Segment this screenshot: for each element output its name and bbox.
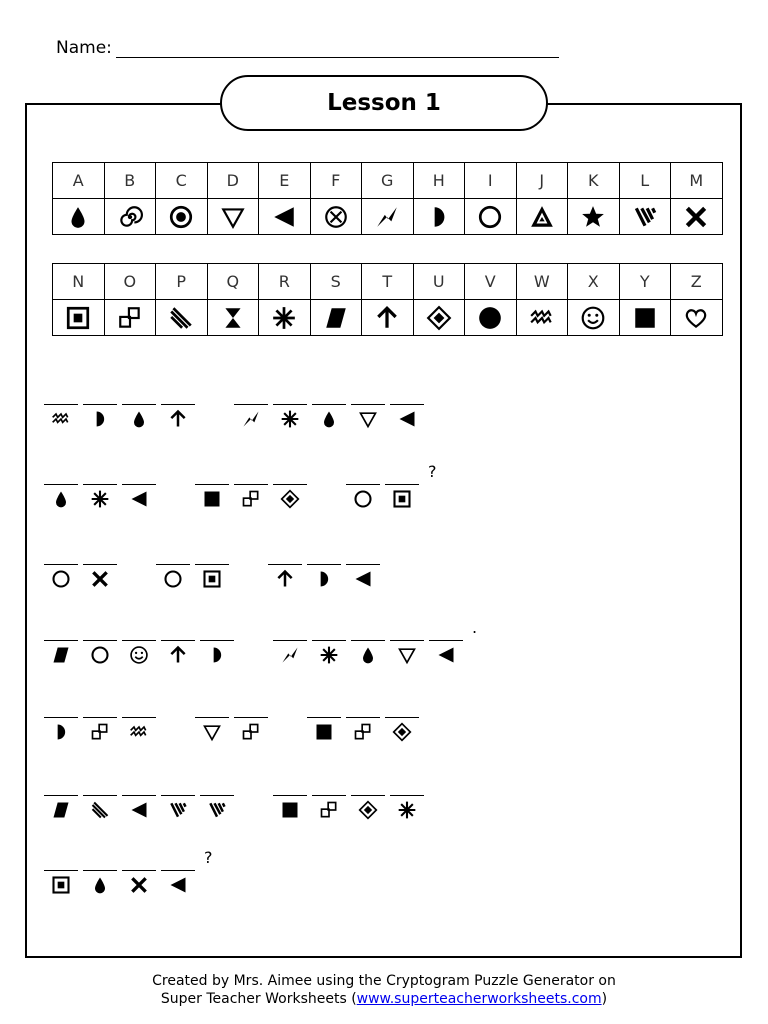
triangle-left-icon: [129, 800, 149, 820]
footer-line-1: Created by Mrs. Aimee using the Cryptogram Puzzle Generator on: [152, 973, 616, 989]
answer-line[interactable]: [122, 404, 156, 405]
stacked-squares-icon: [117, 305, 143, 331]
punctuation: ?: [204, 848, 213, 867]
answer-line[interactable]: [44, 484, 78, 485]
answer-line[interactable]: [385, 484, 419, 485]
letter-blank[interactable]: [234, 484, 268, 509]
letter-blank[interactable]: [351, 404, 385, 429]
spiral-icon: [117, 204, 143, 230]
key-letter: P: [156, 264, 208, 300]
key-symbol: [362, 300, 414, 336]
circle-x-icon: [323, 204, 349, 230]
answer-line[interactable]: [307, 717, 341, 718]
key-letter: L: [619, 163, 671, 199]
letter-blank[interactable]: [390, 640, 424, 665]
letter-blank[interactable]: [83, 564, 117, 589]
answer-line[interactable]: [268, 564, 302, 565]
letter-blank[interactable]: [83, 484, 117, 509]
triangle-left-icon: [397, 409, 417, 429]
letter-blank[interactable]: [156, 564, 190, 589]
cipher-key-row-1: [52, 162, 723, 235]
key-letter: I: [465, 163, 517, 199]
key-letter: R: [259, 264, 311, 300]
slashes-icon: [632, 204, 658, 230]
puzzle-word: [273, 795, 429, 820]
answer-line[interactable]: [273, 640, 307, 641]
answer-line[interactable]: [83, 564, 117, 565]
answer-line[interactable]: [312, 404, 346, 405]
letter-blank[interactable]: [390, 795, 424, 820]
key-symbol: [53, 300, 105, 336]
slashes-icon: [207, 800, 227, 820]
square-in-square-icon: [392, 489, 412, 509]
arrow-up-icon: [275, 569, 295, 589]
answer-line[interactable]: [44, 564, 78, 565]
key-letter: K: [568, 163, 620, 199]
answer-line[interactable]: [195, 717, 229, 718]
circle-outline-icon: [477, 204, 503, 230]
letter-blank[interactable]: [83, 717, 117, 742]
answer-line[interactable]: [161, 795, 195, 796]
diamond-in-diamond-icon: [426, 305, 452, 331]
letter-blank[interactable]: [83, 404, 117, 429]
letter-blank[interactable]: [273, 404, 307, 429]
lightning-icon: [374, 204, 400, 230]
key-symbol: [465, 300, 517, 336]
key-symbol: [104, 300, 156, 336]
slashes-icon: [168, 800, 188, 820]
answer-line[interactable]: [122, 795, 156, 796]
answer-line[interactable]: [122, 717, 156, 718]
answer-line[interactable]: [83, 717, 117, 718]
key-letter: Q: [207, 264, 259, 300]
waves-icon: [529, 305, 555, 331]
diamond-in-diamond-icon: [358, 800, 378, 820]
answer-line[interactable]: [234, 484, 268, 485]
drop-icon: [319, 409, 339, 429]
key-letter: U: [413, 264, 465, 300]
square-filled-icon: [632, 305, 658, 331]
drop-icon: [51, 489, 71, 509]
puzzle-word: [307, 717, 424, 742]
parallelogram-icon: [323, 305, 349, 331]
answer-line[interactable]: [83, 404, 117, 405]
key-symbol: [413, 199, 465, 235]
letter-blank[interactable]: [122, 795, 156, 820]
key-letter: D: [207, 163, 259, 199]
key-symbol: [156, 300, 208, 336]
puzzle-word: [44, 404, 200, 429]
answer-line[interactable]: [83, 795, 117, 796]
drop-icon: [90, 875, 110, 895]
answer-line[interactable]: [346, 564, 380, 565]
answer-line[interactable]: [195, 564, 229, 565]
letter-blank[interactable]: [83, 795, 117, 820]
letter-blank[interactable]: [44, 404, 78, 429]
letter-blank[interactable]: [307, 717, 341, 742]
lightning-icon: [241, 409, 261, 429]
asterisk-icon: [280, 409, 300, 429]
puzzle-word: [195, 717, 273, 742]
puzzle-word: [346, 484, 424, 509]
key-letters-row: [53, 163, 723, 199]
puzzle-word: [44, 870, 200, 895]
key-letter: M: [671, 163, 723, 199]
puzzle-line: [44, 404, 463, 429]
key-symbol: [671, 300, 723, 336]
circle-outline-icon: [163, 569, 183, 589]
letter-blank[interactable]: [346, 717, 380, 742]
answer-line[interactable]: [200, 640, 234, 641]
key-symbol: [104, 199, 156, 235]
x-mark-icon: [90, 569, 110, 589]
letter-blank[interactable]: [351, 795, 385, 820]
triangle-left-icon: [168, 875, 188, 895]
triangle-left-icon: [271, 204, 297, 230]
answer-line[interactable]: [273, 404, 307, 405]
key-symbol: [53, 199, 105, 235]
puzzle-word: [44, 640, 239, 665]
diagonal-lines-icon: [168, 305, 194, 331]
key-symbol: [156, 199, 208, 235]
footer-suffix: ): [601, 991, 608, 1007]
puzzle-word: [44, 564, 122, 589]
letter-blank[interactable]: [161, 404, 195, 429]
half-circle-icon: [314, 569, 334, 589]
key-letter: H: [413, 163, 465, 199]
puzzle-word: [195, 484, 312, 509]
letter-blank[interactable]: [312, 640, 346, 665]
key-symbol: [207, 199, 259, 235]
answer-line[interactable]: [429, 640, 463, 641]
half-circle-icon: [207, 645, 227, 665]
puzzle-word: [44, 484, 161, 509]
puzzle-word: [268, 564, 385, 589]
letter-blank[interactable]: [273, 795, 307, 820]
puzzle-line: [44, 462, 437, 509]
letter-blank[interactable]: [44, 717, 78, 742]
smiley-icon: [580, 305, 606, 331]
circle-outline-icon: [90, 645, 110, 665]
letter-blank[interactable]: [161, 870, 195, 895]
footer-line-2: [0, 990, 768, 1008]
letter-blank[interactable]: [234, 717, 268, 742]
arrow-up-icon: [168, 645, 188, 665]
circle-outline-icon: [353, 489, 373, 509]
puzzle-word: [44, 717, 161, 742]
answer-line[interactable]: [351, 795, 385, 796]
letter-blank[interactable]: [385, 484, 419, 509]
key-symbol: [259, 300, 311, 336]
x-mark-icon: [129, 875, 149, 895]
letter-blank[interactable]: [161, 795, 195, 820]
asterisk-icon: [90, 489, 110, 509]
key-symbol: [362, 199, 414, 235]
key-letter: T: [362, 264, 414, 300]
key-letter: C: [156, 163, 208, 199]
puzzle-word: [44, 795, 239, 820]
answer-line[interactable]: [200, 795, 234, 796]
letter-blank[interactable]: [200, 795, 234, 820]
answer-line[interactable]: [122, 640, 156, 641]
key-letter: S: [310, 264, 362, 300]
waves-icon: [129, 722, 149, 742]
circle-outline-icon: [51, 569, 71, 589]
key-symbol: [413, 300, 465, 336]
square-in-square-icon: [65, 305, 91, 331]
letter-blank[interactable]: [83, 870, 117, 895]
answer-line[interactable]: [122, 484, 156, 485]
triangle-down-icon: [397, 645, 417, 665]
letter-blank[interactable]: [385, 717, 419, 742]
stacked-squares-icon: [241, 722, 261, 742]
circle-filled-icon: [477, 305, 503, 331]
puzzle-line: [44, 848, 213, 895]
arrow-up-icon: [374, 305, 400, 331]
name-blank-line[interactable]: [116, 42, 559, 58]
key-letter: N: [53, 264, 105, 300]
answer-line[interactable]: [44, 640, 78, 641]
letter-blank[interactable]: [122, 484, 156, 509]
answer-line[interactable]: [161, 640, 195, 641]
key-letter: E: [259, 163, 311, 199]
answer-line[interactable]: [44, 717, 78, 718]
letter-blank[interactable]: [307, 564, 341, 589]
heart-icon: [683, 305, 709, 331]
answer-line[interactable]: [234, 717, 268, 718]
letter-blank[interactable]: [122, 404, 156, 429]
square-filled-icon: [280, 800, 300, 820]
letter-blank[interactable]: [312, 404, 346, 429]
key-symbol: [671, 199, 723, 235]
letter-blank[interactable]: [122, 640, 156, 665]
punctuation: .: [472, 618, 478, 637]
answer-line[interactable]: [234, 404, 268, 405]
footer: [0, 972, 768, 1008]
key-letter: F: [310, 163, 362, 199]
key-letter: Z: [671, 264, 723, 300]
answer-line[interactable]: [83, 484, 117, 485]
key-letter: A: [53, 163, 105, 199]
square-filled-icon: [314, 722, 334, 742]
drop-icon: [129, 409, 149, 429]
puzzle-line: [44, 618, 478, 665]
drop-icon: [65, 204, 91, 230]
answer-line[interactable]: [161, 404, 195, 405]
answer-line[interactable]: [156, 564, 190, 565]
answer-line[interactable]: [312, 795, 346, 796]
letter-blank[interactable]: [273, 640, 307, 665]
half-circle-icon: [51, 722, 71, 742]
answer-line[interactable]: [385, 717, 419, 718]
letter-blank[interactable]: [312, 795, 346, 820]
drop-icon: [358, 645, 378, 665]
puzzle-line: [44, 564, 419, 589]
key-symbol: [259, 199, 311, 235]
key-symbol: [207, 300, 259, 336]
key-letter: O: [104, 264, 156, 300]
triangle-left-icon: [353, 569, 373, 589]
letter-blank[interactable]: [44, 640, 78, 665]
puzzle-word: [273, 640, 468, 665]
diagonal-lines-icon: [90, 800, 110, 820]
answer-line[interactable]: [273, 484, 307, 485]
key-symbol: [516, 199, 568, 235]
page-title: Lesson 1: [220, 75, 548, 131]
punctuation: ?: [428, 462, 437, 481]
answer-line[interactable]: [44, 795, 78, 796]
answer-line[interactable]: [390, 795, 424, 796]
answer-line[interactable]: [83, 640, 117, 641]
answer-line[interactable]: [161, 870, 195, 871]
letter-blank[interactable]: [351, 640, 385, 665]
answer-line[interactable]: [390, 640, 424, 641]
x-mark-icon: [683, 204, 709, 230]
stacked-squares-icon: [90, 722, 110, 742]
puzzle-word: [156, 564, 234, 589]
answer-line[interactable]: [44, 870, 78, 871]
key-letter: G: [362, 163, 414, 199]
hourglass-icon: [220, 305, 246, 331]
letter-blank[interactable]: [122, 717, 156, 742]
key-symbols-row: [53, 300, 723, 336]
key-letter: V: [465, 264, 517, 300]
letter-blank[interactable]: [44, 564, 78, 589]
answer-line[interactable]: [346, 717, 380, 718]
answer-line[interactable]: [307, 564, 341, 565]
square-in-square-icon: [51, 875, 71, 895]
letter-blank[interactable]: [234, 404, 268, 429]
triangle-down-icon: [358, 409, 378, 429]
stacked-squares-icon: [319, 800, 339, 820]
key-symbol: [619, 300, 671, 336]
triangle-down-icon: [202, 722, 222, 742]
letter-blank[interactable]: [83, 640, 117, 665]
half-circle-icon: [426, 204, 452, 230]
key-letter: J: [516, 163, 568, 199]
square-filled-icon: [202, 489, 222, 509]
letter-blank[interactable]: [200, 640, 234, 665]
smiley-icon: [129, 645, 149, 665]
letter-blank[interactable]: [346, 484, 380, 509]
triangle-left-icon: [129, 489, 149, 509]
letter-blank[interactable]: [44, 870, 78, 895]
answer-line[interactable]: [351, 404, 385, 405]
letter-blank[interactable]: [44, 795, 78, 820]
arrow-up-icon: [168, 409, 188, 429]
cipher-key-row-2: [52, 263, 723, 336]
key-symbol: [310, 300, 362, 336]
asterisk-icon: [319, 645, 339, 665]
stacked-squares-icon: [241, 489, 261, 509]
answer-line[interactable]: [351, 640, 385, 641]
bullseye-icon: [168, 204, 194, 230]
key-letter: B: [104, 163, 156, 199]
letter-blank[interactable]: [390, 404, 424, 429]
key-symbol: [568, 199, 620, 235]
diamond-in-diamond-icon: [392, 722, 412, 742]
letter-blank[interactable]: [429, 640, 463, 665]
key-symbols-row: [53, 199, 723, 235]
letter-blank[interactable]: [268, 564, 302, 589]
answer-line[interactable]: [195, 484, 229, 485]
half-circle-icon: [90, 409, 110, 429]
asterisk-icon: [397, 800, 417, 820]
answer-line[interactable]: [346, 484, 380, 485]
key-symbol: [465, 199, 517, 235]
letter-blank[interactable]: [195, 717, 229, 742]
star-icon: [580, 204, 606, 230]
key-letters-row: [53, 264, 723, 300]
name-field[interactable]: [56, 38, 559, 58]
answer-line[interactable]: [83, 870, 117, 871]
answer-line[interactable]: [44, 404, 78, 405]
asterisk-icon: [271, 305, 297, 331]
key-symbol: [310, 199, 362, 235]
letter-blank[interactable]: [195, 564, 229, 589]
answer-line[interactable]: [273, 795, 307, 796]
lightning-icon: [280, 645, 300, 665]
waves-icon: [51, 409, 71, 429]
footer-link[interactable]: www.superteacherworksheets.com: [356, 991, 602, 1007]
key-symbol: [516, 300, 568, 336]
answer-line[interactable]: [390, 404, 424, 405]
stacked-squares-icon: [353, 722, 373, 742]
puzzle-line: [44, 795, 463, 820]
puzzle-line: [44, 717, 458, 742]
letter-blank[interactable]: [346, 564, 380, 589]
answer-line[interactable]: [312, 640, 346, 641]
triangle-in-triangle-icon: [529, 204, 555, 230]
footer-prefix: Super Teacher Worksheets (: [160, 991, 357, 1007]
letter-blank[interactable]: [44, 484, 78, 509]
parallelogram-icon: [51, 800, 71, 820]
letter-blank[interactable]: [161, 640, 195, 665]
diamond-in-diamond-icon: [280, 489, 300, 509]
letter-blank[interactable]: [273, 484, 307, 509]
triangle-down-icon: [220, 204, 246, 230]
key-letter: W: [516, 264, 568, 300]
letter-blank[interactable]: [122, 870, 156, 895]
triangle-left-icon: [436, 645, 456, 665]
key-letter: X: [568, 264, 620, 300]
key-symbol: [568, 300, 620, 336]
name-label: Name:: [56, 38, 112, 58]
letter-blank[interactable]: [195, 484, 229, 509]
parallelogram-icon: [51, 645, 71, 665]
puzzle-word: [234, 404, 429, 429]
square-in-square-icon: [202, 569, 222, 589]
answer-line[interactable]: [122, 870, 156, 871]
key-symbol: [619, 199, 671, 235]
key-letter: Y: [619, 264, 671, 300]
